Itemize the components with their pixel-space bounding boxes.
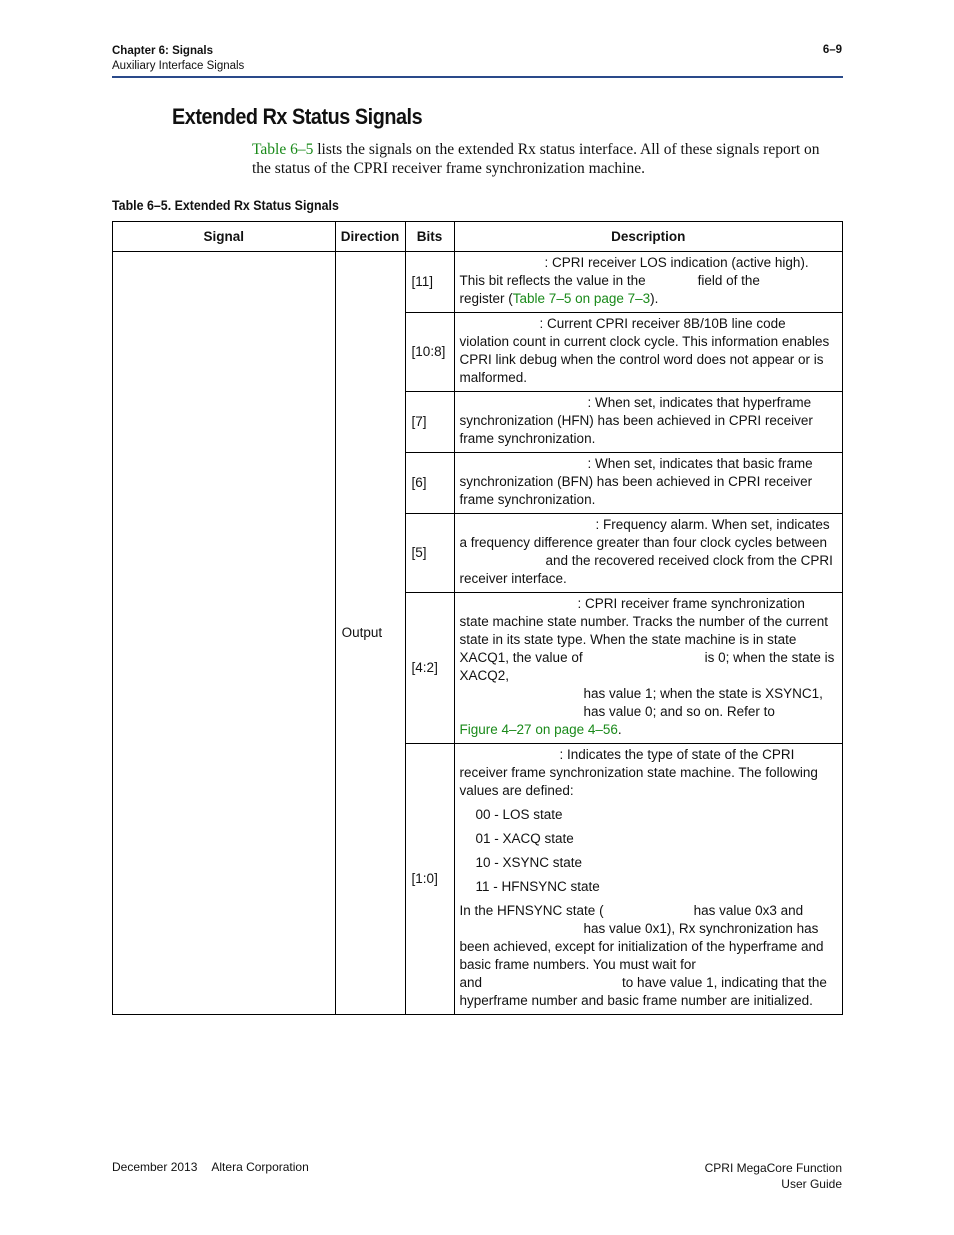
bits-cell: [6] xyxy=(405,453,454,514)
state-value-item: 10 - XSYNC state xyxy=(475,855,583,870)
footer-company: Altera Corporation xyxy=(211,1160,309,1174)
table-caption: Table 6–5. Extended Rx Status Signals xyxy=(112,198,339,213)
bits-cell: [1:0] xyxy=(405,744,454,1015)
header-direction: Direction xyxy=(335,222,405,252)
intro-text: lists the signals on the extended Rx status interface. All of these signals report on the status of the CPRI receiver frame synchronization machine. xyxy=(252,141,820,177)
signal-cell xyxy=(113,252,336,1015)
bits-cell: [10:8] xyxy=(405,313,454,392)
table-header-row xyxy=(113,222,843,252)
state-value-item: 00 - LOS state xyxy=(475,807,563,822)
chapter-label: Chapter 6: Signals xyxy=(112,45,213,57)
header-signal: Signal xyxy=(113,222,336,252)
table-link[interactable]: Table 6–5 xyxy=(252,141,314,158)
direction-cell: Output xyxy=(335,252,405,1015)
state-value-item: 01 - XACQ state xyxy=(475,831,574,846)
description-cell: : When set, indicates that basic frame synchronization (BFN) has been achieved in CPRI receiver frame synchronization. xyxy=(454,453,842,514)
bits-cell: [4:2] xyxy=(405,593,454,744)
description-cell: : Current CPRI receiver 8B/10B line code violation count in current clock cycle. This information enables CPRI link debug when the control word does not appear or is malformed. xyxy=(454,313,842,392)
description-cell: : When set, indicates that hyperframe synchronization (HFN) has been achieved in CPRI receiver frame synchronization. xyxy=(454,392,842,453)
footer-date: December 2013 xyxy=(112,1160,198,1174)
description-cell: : CPRI receiver LOS indication (active high). This bit reflects the value in the field of the register (Table 7–5 on page 7–3). xyxy=(454,252,842,313)
footer-left xyxy=(112,1160,323,1174)
header-description: Description xyxy=(454,222,842,252)
bits-cell: [5] xyxy=(405,514,454,593)
running-header xyxy=(112,44,244,74)
page-number: 6–9 xyxy=(822,44,842,56)
footer-doc: User Guide xyxy=(781,1177,842,1191)
bits-cell: [7] xyxy=(405,392,454,453)
intro-paragraph xyxy=(252,140,832,178)
table-7-5-link[interactable]: Table 7–5 on page 7–3 xyxy=(512,291,651,306)
section-title: Extended Rx Status Signals xyxy=(172,104,423,129)
state-value-item: 11 - HFNSYNC state xyxy=(475,879,600,894)
bits-cell: [11] xyxy=(405,252,454,313)
description-cell: : Indicates the type of state of the CPRI receiver frame synchronization state machine. The following values are defined: 00 - LOS state 01 - XACQ state 10 - XSYNC state 11 - HFNSYNC state In the HFNSYNC state ( has value 0x3 and has value 0x1), Rx synchronization has been achieved, except for initialization of the hyperframe and basic frame numbers. You must wait for and to have value 1, indicating that the hyperframe number and basic frame number are initialized. xyxy=(454,744,842,1015)
header-bits: Bits xyxy=(405,222,454,252)
footer-product: CPRI MegaCore Function xyxy=(704,1161,842,1175)
footer-right xyxy=(705,1160,842,1192)
section-label: Auxiliary Interface Signals xyxy=(112,60,245,72)
figure-4-27-link[interactable]: Figure 4–27 on page 4–56 xyxy=(459,722,618,737)
header-rule xyxy=(112,76,843,78)
description-cell: : CPRI receiver frame synchronization state machine state number. Tracks the number of the current state in its state type. When the state machine is in state XACQ1, the value of is 0; when the state is XACQ2, has value 1; when the state is XSYNC1, has value 0; and so on. Refer to Figure 4–27 on page 4–56. xyxy=(454,593,842,744)
table-row xyxy=(113,252,843,313)
description-cell: : Frequency alarm. When set, indicates a frequency difference greater than four clock cycles between and the recovered received clock from the CPRI receiver interface. xyxy=(454,514,842,593)
signals-table xyxy=(112,221,843,1015)
